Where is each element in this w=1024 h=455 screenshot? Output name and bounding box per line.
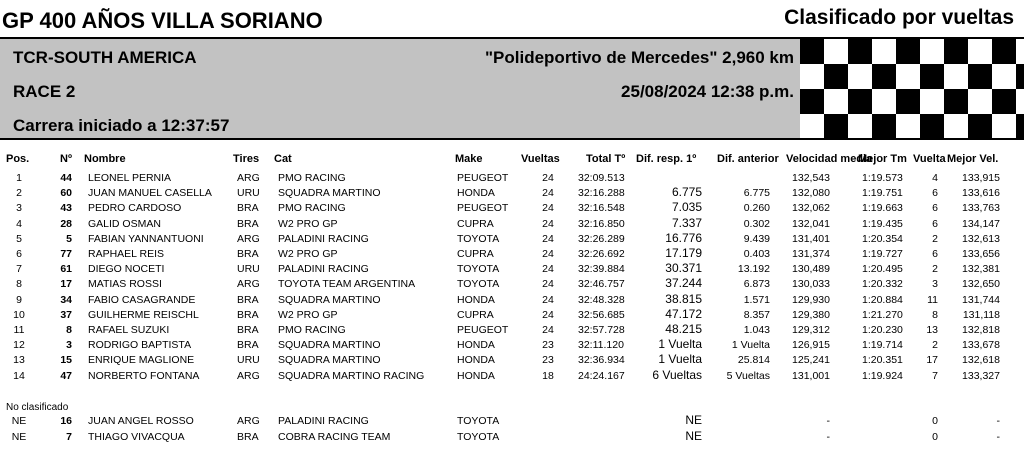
cell-total: 32:11.120 [578, 339, 624, 352]
cell-best-time: 1:19.727 [862, 248, 903, 260]
cell-tires: ARG [237, 369, 260, 382]
cell-pos: 13 [13, 354, 25, 367]
cell-num: 77 [60, 248, 72, 260]
cell-make: TOYOTA [457, 263, 500, 276]
cell-cat: SQUADRA MARTINO [278, 354, 381, 367]
column-header-pos: Pos. [6, 153, 30, 165]
cell-avg: 132,543 [792, 172, 830, 184]
cell-tires: BRA [237, 248, 259, 260]
cell-prev: 9.439 [743, 232, 770, 245]
cell-best-time: 1:20.351 [862, 354, 903, 367]
cell-name: THIAGO VIVACQUA [88, 430, 185, 443]
cell-gap: 1 Vuelta [658, 352, 702, 367]
cell-cat: W2 PRO GP [278, 308, 338, 321]
cell-num: 44 [60, 172, 72, 184]
cell-best-lap: 6 [932, 187, 938, 200]
cell-pos: 9 [16, 293, 22, 306]
series-name: TCR-SOUTH AMERICA [13, 48, 197, 67]
cell-best-lap: 2 [932, 232, 938, 245]
cell-prev: 1.571 [743, 293, 770, 306]
event-banner [0, 39, 1024, 138]
cell-pos: 4 [16, 217, 22, 230]
cell-make: PEUGEOT [457, 324, 509, 336]
cell-avg: 131,001 [792, 369, 830, 382]
cell-num: 5 [66, 232, 72, 245]
cell-name: RAPHAEL REIS [88, 248, 165, 260]
cell-gap: 30.371 [665, 261, 702, 276]
cell-make: HONDA [457, 187, 495, 200]
cell-pos: 12 [13, 339, 25, 352]
cell-avg: 129,380 [792, 308, 830, 321]
cell-cat: PMO RACING [278, 172, 346, 184]
column-header-cat: Cat [274, 153, 292, 165]
cell-prev: 1.043 [743, 324, 770, 336]
circuit-name: "Polideportivo de Mercedes" 2,960 km [484, 48, 794, 67]
cell-gap: NE [685, 413, 702, 427]
cell-tires: BRA [237, 430, 259, 443]
cell-best-lap: 7 [932, 369, 938, 382]
cell-cat: PALADINI RACING [278, 263, 369, 276]
cell-cat: SQUADRA MARTINO [278, 293, 381, 306]
cell-laps: 24 [542, 172, 554, 184]
cell-prev: 8.357 [743, 308, 770, 321]
cell-name: GUILHERME REISCHL [88, 308, 199, 321]
cell-laps: 24 [542, 232, 554, 245]
cell-laps: 24 [542, 324, 554, 336]
cell-tires: URU [237, 187, 260, 200]
cell-avg: 131,374 [792, 248, 830, 260]
cell-pos: 2 [16, 187, 22, 200]
cell-best-speed: 133,616 [962, 187, 1000, 200]
cell-best-speed: - [996, 430, 1000, 443]
cell-num: 16 [60, 415, 72, 427]
not-classified-label: No clasificado [6, 402, 69, 413]
cell-num: 3 [66, 339, 72, 352]
cell-best-speed: 132,650 [962, 278, 1000, 291]
cell-best-lap: 2 [932, 263, 938, 276]
cell-best-time: 1:19.663 [862, 202, 903, 215]
cell-best-lap: 3 [932, 278, 938, 291]
cell-pos: 1 [16, 172, 22, 184]
cell-best-speed: 132,613 [962, 232, 1000, 245]
cell-laps: 24 [542, 248, 554, 260]
cell-cat: PMO RACING [278, 324, 346, 336]
cell-make: HONDA [457, 369, 495, 382]
cell-gap: 7.035 [671, 200, 702, 215]
cell-avg: - [826, 430, 830, 443]
cell-tires: ARG [237, 232, 260, 245]
cell-cat: SQUADRA MARTINO [278, 187, 381, 200]
cell-tires: ARG [237, 415, 260, 427]
cell-best-speed: 133,327 [962, 369, 1000, 382]
cell-gap: 17.179 [665, 246, 702, 260]
cell-make: CUPRA [457, 248, 494, 260]
cell-tires: ARG [237, 278, 260, 291]
cell-pos: 3 [16, 202, 22, 215]
column-header-prev: Dif. anterior [717, 153, 779, 165]
cell-best-time: 1:19.714 [862, 339, 903, 352]
cell-best-speed: 132,618 [962, 354, 1000, 367]
cell-gap: 7.337 [671, 215, 702, 230]
column-header-num: Nº [60, 153, 72, 165]
cell-make: HONDA [457, 293, 495, 306]
cell-best-time: 1:19.924 [862, 369, 903, 382]
cell-prev: 25.814 [737, 354, 770, 367]
cell-cat: COBRA RACING TEAM [278, 430, 391, 443]
cell-total: 32:48.328 [578, 293, 625, 306]
column-header-best-speed: Mejor Vel. [947, 153, 999, 165]
cell-total: 24:24.167 [578, 369, 625, 382]
race-name: RACE 2 [13, 82, 76, 101]
cell-total: 32:26.692 [578, 248, 625, 260]
cell-best-lap: 4 [932, 172, 938, 184]
cell-best-speed: 132,381 [962, 263, 1000, 276]
cell-num: 7 [66, 430, 72, 443]
cell-total: 32:16.288 [578, 187, 625, 200]
cell-make: HONDA [457, 354, 495, 367]
cell-make: PEUGEOT [457, 172, 509, 184]
cell-make: TOYOTA [457, 415, 500, 427]
cell-pos: 14 [13, 369, 25, 382]
column-header-name: Nombre [84, 153, 126, 165]
cell-make: TOYOTA [457, 430, 500, 443]
column-header-make: Make [455, 153, 483, 165]
cell-avg: 129,312 [792, 324, 830, 336]
column-header-best-time: Mejor Tm [858, 153, 907, 165]
cell-cat: PALADINI RACING [278, 232, 369, 245]
cell-best-lap: 2 [932, 339, 938, 352]
cell-pos: 6 [16, 248, 22, 260]
cell-cat: PALADINI RACING [278, 415, 369, 427]
cell-num: 17 [60, 278, 72, 291]
cell-total: 32:39.884 [578, 263, 625, 276]
cell-avg: 131,401 [792, 232, 830, 245]
cell-laps: 24 [542, 278, 554, 291]
cell-best-time: 1:20.230 [862, 324, 903, 336]
cell-num: 43 [60, 202, 72, 215]
cell-total: 32:09.513 [578, 172, 625, 184]
cell-name: DIEGO NOCETI [88, 263, 165, 276]
cell-best-lap: 6 [932, 217, 938, 230]
cell-tires: BRA [237, 339, 259, 352]
cell-prev: 0.260 [743, 202, 770, 215]
cell-cat: W2 PRO GP [278, 248, 338, 260]
cell-total: 32:46.757 [578, 278, 625, 291]
cell-gap: 37.244 [665, 276, 702, 291]
cell-gap: 6.775 [671, 185, 702, 200]
cell-num: 28 [60, 217, 72, 230]
cell-best-time: 1:20.495 [862, 263, 903, 276]
cell-name: LEONEL PERNIA [88, 172, 172, 184]
column-header-laps: Vueltas [521, 153, 560, 165]
cell-total: 32:16.548 [578, 202, 625, 215]
cell-num: 15 [60, 354, 72, 367]
cell-tires: BRA [237, 324, 259, 336]
cell-tires: ARG [237, 172, 260, 184]
cell-pos: 8 [16, 278, 22, 291]
cell-best-speed: 133,763 [962, 202, 1000, 215]
cell-best-speed: 133,915 [962, 172, 1000, 184]
race-datetime: 25/08/2024 12:38 p.m. [621, 82, 794, 101]
cell-best-time: 1:20.884 [862, 293, 903, 306]
cell-best-speed: 131,118 [962, 308, 1000, 321]
cell-cat: W2 PRO GP [278, 217, 338, 230]
cell-avg: 132,062 [792, 202, 830, 215]
cell-best-speed: 133,656 [962, 248, 1000, 260]
cell-best-lap: 6 [932, 248, 938, 260]
cell-prev: 13.192 [737, 263, 770, 276]
cell-best-lap: 17 [926, 354, 938, 367]
cell-prev: 1 Vuelta [731, 339, 770, 352]
cell-laps: 24 [542, 187, 554, 200]
race-start: Carrera iniciado a 12:37:57 [13, 116, 230, 135]
cell-make: TOYOTA [457, 278, 500, 291]
cell-name: PEDRO CARDOSO [88, 202, 182, 215]
cell-best-time: 1:19.573 [862, 172, 903, 184]
cell-pos: 11 [13, 324, 25, 336]
cell-make: PEUGEOT [457, 202, 509, 215]
cell-gap: 6 Vueltas [652, 367, 702, 382]
cell-total: 32:57.728 [578, 324, 625, 336]
cell-laps: 24 [542, 217, 554, 230]
cell-best-speed: 131,744 [962, 293, 1000, 306]
cell-make: TOYOTA [457, 232, 500, 245]
cell-best-speed: 132,818 [962, 324, 1000, 336]
cell-name: FABIO CASAGRANDE [88, 293, 196, 306]
cell-pos: 7 [16, 263, 22, 276]
cell-pos: NE [11, 415, 27, 427]
cell-prev: 0.302 [743, 217, 770, 230]
cell-avg: 130,033 [792, 278, 830, 291]
cell-tires: BRA [237, 308, 259, 321]
cell-pos: 5 [16, 232, 22, 245]
cell-laps: 18 [542, 369, 554, 382]
cell-gap: 1 Vuelta [658, 337, 702, 352]
cell-best-lap: 6 [932, 202, 938, 215]
cell-avg: 130,489 [792, 263, 830, 276]
cell-laps: 23 [542, 339, 554, 352]
cell-best-speed: - [996, 415, 1000, 427]
cell-num: 8 [66, 324, 72, 336]
cell-total: 32:56.685 [578, 308, 625, 321]
column-header-gap: Dif. resp. 1º [636, 153, 697, 165]
cell-num: 34 [60, 293, 72, 306]
column-header-best-lap: Vuelta [913, 153, 946, 165]
cell-name: RODRIGO BAPTISTA [88, 339, 192, 352]
cell-total: 32:36.934 [578, 354, 625, 367]
cell-tires: URU [237, 263, 260, 276]
column-header-avg: Velocidad media [786, 153, 873, 165]
cell-best-speed: 134,147 [962, 217, 1000, 230]
cell-best-time: 1:19.435 [862, 217, 903, 230]
column-header-total: Total Tº [586, 153, 626, 165]
cell-num: 47 [60, 369, 72, 382]
cell-laps: 24 [542, 263, 554, 276]
cell-pos: 10 [13, 308, 25, 321]
cell-tires: URU [237, 354, 260, 367]
cell-best-lap: 8 [932, 308, 938, 321]
cell-name: GALID OSMAN [88, 217, 161, 230]
cell-name: NORBERTO FONTANA [88, 369, 200, 382]
cell-laps: 24 [542, 308, 554, 321]
cell-avg: 132,080 [792, 187, 830, 200]
cell-laps: 24 [542, 202, 554, 215]
cell-prev: 0.403 [743, 248, 770, 260]
cell-name: RAFAEL SUZUKI [88, 324, 170, 336]
cell-make: CUPRA [457, 217, 494, 230]
cell-best-time: 1:20.354 [862, 232, 903, 245]
cell-prev: 5 Vueltas [726, 369, 770, 382]
cell-pos: NE [11, 430, 27, 443]
cell-cat: PMO RACING [278, 202, 346, 215]
report-subtitle: Clasificado por vueltas [784, 6, 1014, 29]
cell-gap: 16.776 [665, 230, 702, 245]
cell-avg: 129,930 [792, 293, 830, 306]
cell-total: 32:26.289 [578, 232, 625, 245]
cell-avg: 126,915 [792, 339, 830, 352]
cell-name: FABIAN YANNANTUONI [88, 232, 204, 245]
cell-best-lap: 11 [927, 293, 938, 306]
checkered-flag-icon [800, 39, 1024, 138]
cell-gap: NE [685, 428, 702, 443]
cell-total: 32:16.850 [578, 217, 625, 230]
cell-best-time: 1:20.332 [862, 278, 903, 291]
cell-prev: 6.873 [743, 278, 770, 291]
cell-tires: BRA [237, 202, 259, 215]
banner-divider [0, 138, 1024, 140]
cell-name: ENRIQUE MAGLIONE [88, 354, 195, 367]
page-title: GP 400 AÑOS VILLA SORIANO [2, 8, 323, 33]
cell-cat: SQUADRA MARTINO [278, 339, 381, 352]
cell-name: JUAN MANUEL CASELLA [88, 187, 212, 200]
cell-best-speed: 133,678 [962, 339, 1000, 352]
cell-tires: BRA [237, 217, 259, 230]
cell-laps: 24 [542, 293, 554, 306]
cell-avg: 125,241 [792, 354, 830, 367]
cell-cat: SQUADRA MARTINO RACING [278, 369, 425, 382]
cell-name: MATIAS ROSSI [88, 278, 162, 291]
cell-num: 60 [60, 187, 72, 200]
cell-make: HONDA [457, 339, 495, 352]
cell-laps: 23 [542, 354, 554, 367]
cell-best-lap: 0 [932, 415, 938, 427]
cell-avg: - [826, 415, 830, 427]
cell-num: 61 [60, 263, 72, 276]
cell-tires: BRA [237, 293, 259, 306]
cell-prev: 6.775 [743, 187, 770, 200]
cell-best-time: 1:21.270 [862, 308, 903, 321]
cell-best-lap: 13 [926, 324, 938, 336]
cell-cat: TOYOTA TEAM ARGENTINA [278, 278, 416, 291]
cell-avg: 132,041 [792, 217, 830, 230]
cell-num: 37 [60, 308, 72, 321]
cell-best-time: 1:19.751 [862, 187, 903, 200]
cell-best-lap: 0 [932, 430, 938, 443]
column-header-tires: Tires [233, 153, 260, 165]
cell-gap: 47.172 [665, 306, 702, 321]
cell-make: CUPRA [457, 308, 494, 321]
cell-gap: 48.215 [665, 322, 702, 336]
cell-name: JUAN ANGEL ROSSO [88, 415, 194, 427]
cell-gap: 38.815 [665, 291, 702, 306]
